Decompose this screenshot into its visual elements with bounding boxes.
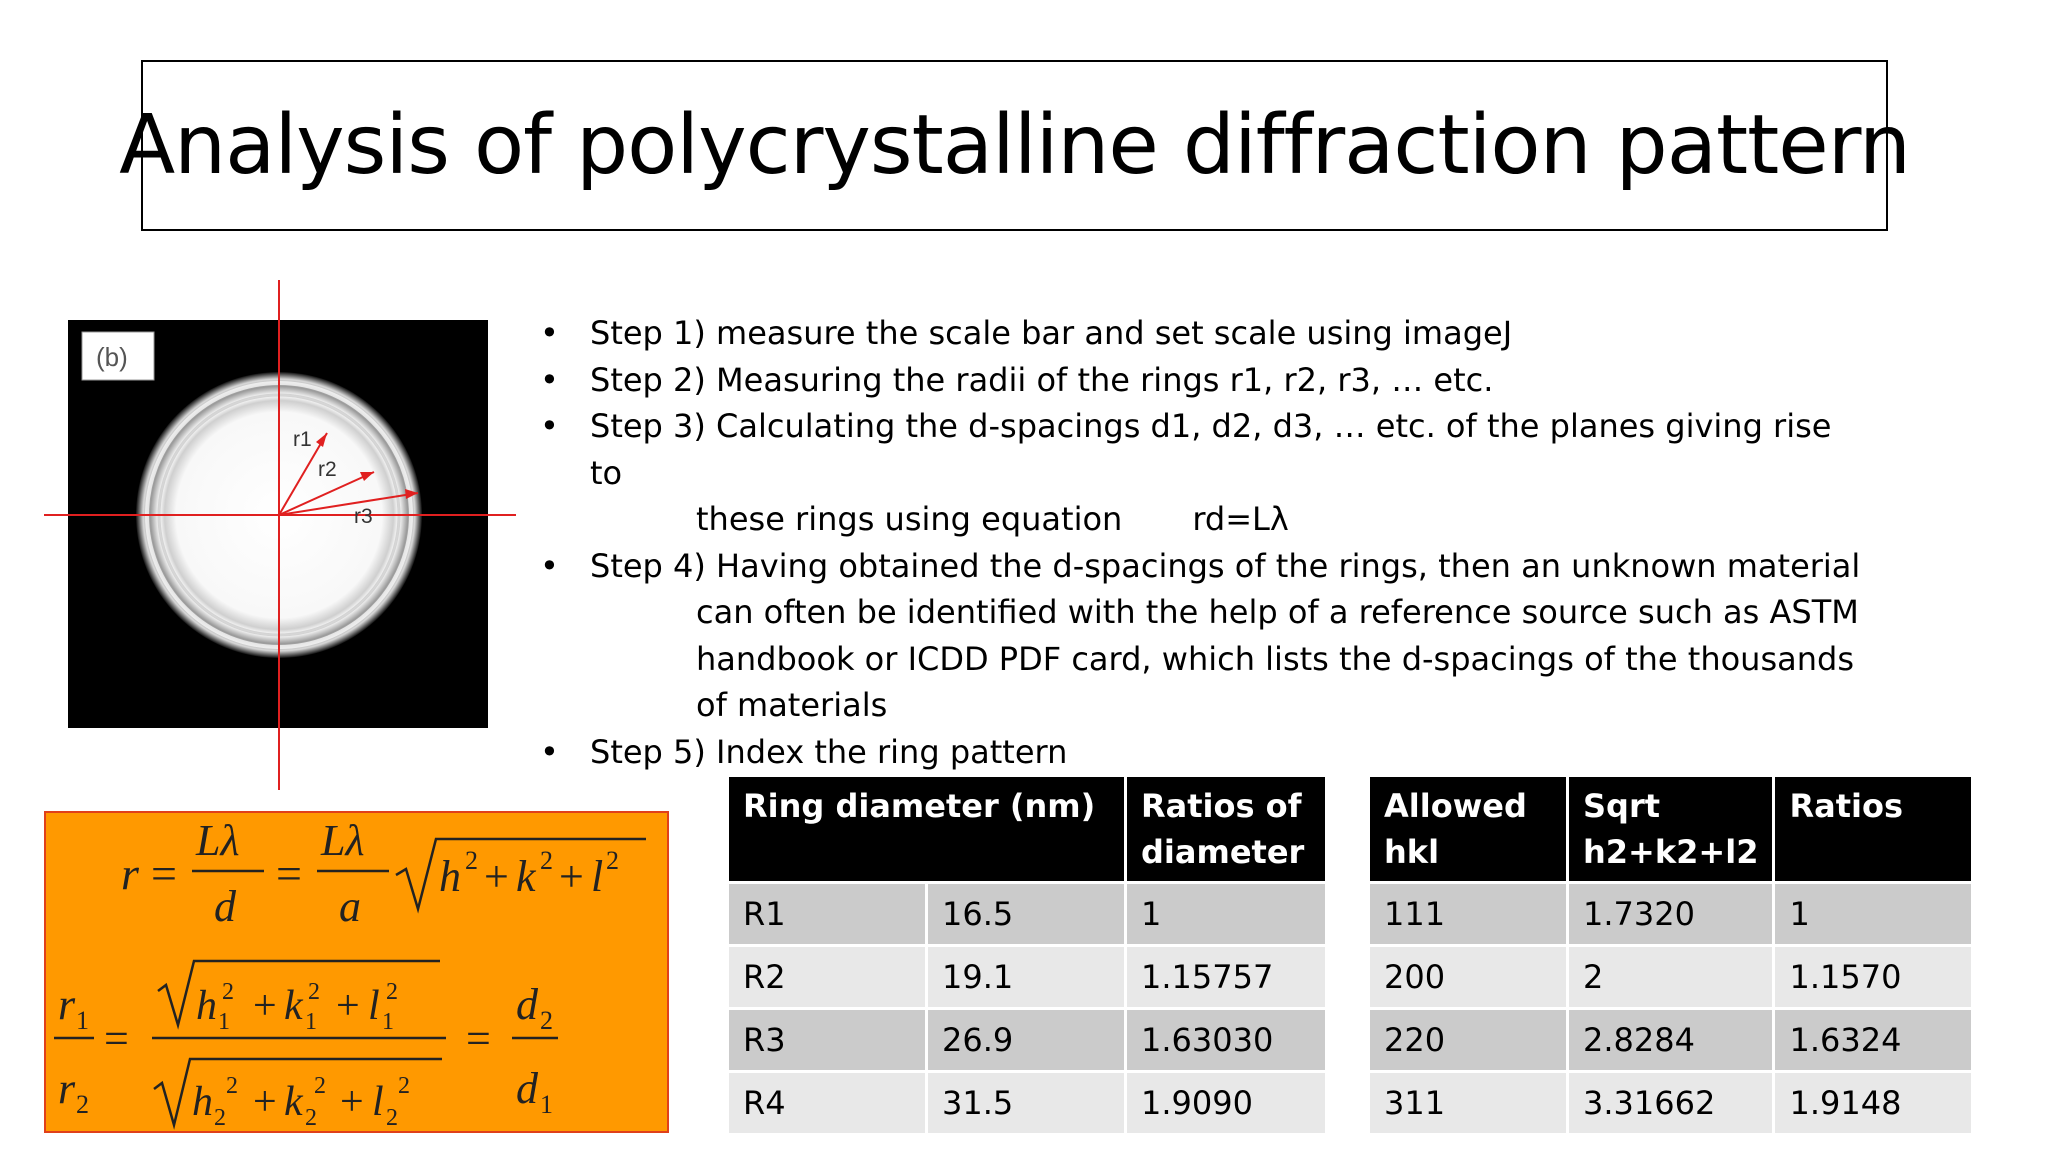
table-row	[729, 884, 1325, 944]
svg-text:2: 2	[305, 1105, 317, 1131]
svg-text:2: 2	[386, 979, 398, 1005]
table-cell: R3	[729, 1010, 925, 1070]
step-text-continued: handbook or ICDD PDF card, which lists the d-spacings of the thousands	[696, 639, 1854, 678]
svg-text:=: =	[104, 1014, 129, 1063]
table-cell: 1.1570	[1775, 947, 1971, 1007]
table-header-sqrt: Sqrt h2+k2+l2	[1569, 777, 1772, 881]
allowed-hkl-table	[1367, 774, 1974, 1136]
step-text-continued: these rings using equation rd=Lλ	[696, 500, 1289, 538]
svg-text:d: d	[516, 1064, 538, 1113]
svg-text:2: 2	[540, 846, 553, 875]
svg-text:a: a	[339, 882, 361, 931]
table-cell: 26.9	[928, 1010, 1124, 1070]
svg-text:+: +	[484, 852, 509, 901]
step-item	[540, 729, 1870, 776]
svg-text:l: l	[591, 852, 604, 901]
ring-label-r1: r1	[293, 428, 312, 451]
table-header-allowed-hkl: Allowed hkl	[1370, 777, 1566, 881]
svg-text:2: 2	[314, 1073, 326, 1099]
step-text: Step 2) Measuring the radii of the rings r1, r2, r3, … etc.	[590, 360, 1494, 399]
table-cell: 1.6324	[1775, 1010, 1971, 1070]
table-header-ratios-of-diameter: Ratios of diameter	[1127, 777, 1325, 881]
svg-text:2: 2	[308, 979, 320, 1005]
table-cell: 1.15757	[1127, 947, 1325, 1007]
table-cell: 2	[1569, 947, 1772, 1007]
svg-text:2: 2	[214, 1105, 226, 1131]
svg-text:2: 2	[222, 979, 234, 1005]
svg-text:k: k	[516, 852, 536, 901]
svg-text:+: +	[253, 983, 277, 1029]
svg-text:Lλ: Lλ	[321, 816, 365, 865]
diffraction-pattern-figure	[40, 280, 520, 790]
step-text-continued: can often be identified with the help of a reference source such as ASTM	[696, 593, 1859, 631]
table-row	[1370, 1010, 1971, 1070]
svg-text:h: h	[196, 983, 217, 1029]
formula-box	[44, 811, 669, 1133]
table-row	[729, 1073, 1325, 1133]
table-cell: 1.7320	[1569, 884, 1772, 944]
ring-label-r3: r3	[354, 505, 373, 528]
svg-text:2: 2	[398, 1073, 410, 1099]
step-text: Step 1) measure the scale bar and set scale using imageJ	[590, 314, 1513, 352]
svg-text:1: 1	[382, 1009, 394, 1035]
bullet: •	[540, 360, 559, 399]
table-row	[729, 947, 1325, 1007]
bullet: •	[540, 407, 559, 445]
svg-text:r: r	[121, 848, 139, 899]
table-row	[1370, 947, 1971, 1007]
svg-text:r: r	[58, 1064, 76, 1113]
table-row	[1370, 884, 1971, 944]
step-text-continued: of materials	[696, 686, 888, 724]
table-cell: 1.9090	[1127, 1073, 1325, 1133]
ring-label-r2: r2	[318, 458, 337, 481]
steps-list	[540, 310, 1870, 775]
table-cell: 1.63030	[1127, 1010, 1325, 1070]
svg-text:h: h	[439, 852, 461, 901]
step-equation: rd=Lλ	[1192, 500, 1289, 538]
svg-text:+: +	[336, 983, 360, 1029]
table-cell: 19.1	[928, 947, 1124, 1007]
svg-text:l: l	[372, 1079, 384, 1125]
svg-text:k: k	[284, 983, 303, 1029]
table-header-ring-diameter: Ring diameter (nm)	[729, 777, 1124, 881]
step-item	[540, 357, 1870, 404]
svg-text:=: =	[466, 1014, 491, 1063]
svg-text:h: h	[192, 1079, 213, 1125]
table-cell: 1	[1775, 884, 1971, 944]
svg-text:l: l	[368, 983, 380, 1029]
table-cell: 1.9148	[1775, 1073, 1971, 1133]
table-cell: R1	[729, 884, 925, 944]
svg-text:2: 2	[226, 1073, 238, 1099]
svg-text:+: +	[340, 1079, 364, 1125]
step-item	[540, 403, 1870, 543]
svg-text:1: 1	[218, 1009, 230, 1035]
svg-text:+: +	[253, 1079, 277, 1125]
slide-title: Analysis of polycrystalline diffraction pattern	[119, 98, 1910, 193]
table-cell: 220	[1370, 1010, 1566, 1070]
bullet: •	[540, 314, 559, 352]
table-row	[729, 1010, 1325, 1070]
table-header-ratios: Ratios	[1775, 777, 1971, 881]
svg-text:k: k	[284, 1079, 303, 1125]
table-cell: 16.5	[928, 884, 1124, 944]
svg-text:d: d	[516, 980, 538, 1029]
table-cell: R4	[729, 1073, 925, 1133]
table-cell: 111	[1370, 884, 1566, 944]
svg-text:2: 2	[386, 1105, 398, 1131]
formula-equations	[46, 813, 668, 1131]
table-cell: 1	[1127, 884, 1325, 944]
bullet: •	[540, 546, 559, 585]
ring-diameter-table	[726, 774, 1328, 1136]
bullet: •	[540, 732, 559, 771]
svg-text:1: 1	[305, 1009, 317, 1035]
step-text: Step 4) Having obtained the d-spacings of the rings, then an unknown material	[590, 546, 1861, 585]
svg-text:d: d	[214, 882, 236, 931]
panel-label: (b)	[96, 342, 128, 372]
table-row	[1370, 1073, 1971, 1133]
svg-text:2: 2	[465, 846, 478, 875]
table-cell: R2	[729, 947, 925, 1007]
svg-text:2: 2	[606, 846, 619, 875]
svg-text:=: =	[151, 848, 177, 899]
table-cell: 2.8284	[1569, 1010, 1772, 1070]
step-item	[540, 310, 1870, 357]
table-cell: 31.5	[928, 1073, 1124, 1133]
step-text: Step 3) Calculating the d-spacings d1, d2, d3, … etc. of the planes giving rise to	[590, 407, 1832, 492]
step-item	[540, 543, 1870, 729]
table-cell: 311	[1370, 1073, 1566, 1133]
svg-text:+: +	[559, 852, 584, 901]
step-text: Step 5) Index the ring pattern	[590, 732, 1068, 771]
svg-text:1: 1	[540, 1090, 553, 1119]
svg-text:2: 2	[76, 1090, 89, 1119]
svg-text:Lλ: Lλ	[196, 816, 240, 865]
title-box	[119, 60, 1910, 231]
svg-text:r: r	[58, 980, 76, 1029]
svg-text:=: =	[276, 848, 302, 899]
table-cell: 3.31662	[1569, 1073, 1772, 1133]
table-cell: 200	[1370, 947, 1566, 1007]
svg-text:2: 2	[540, 1006, 553, 1035]
svg-text:1: 1	[76, 1006, 89, 1035]
